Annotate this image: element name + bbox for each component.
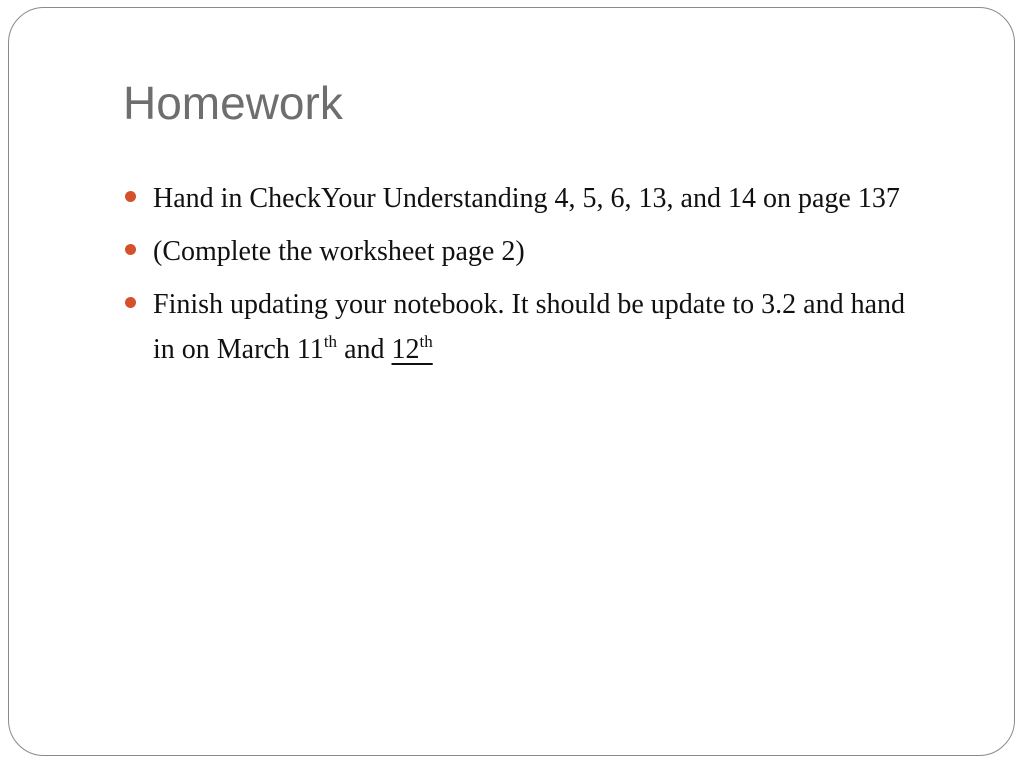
- bullet-dot-icon: [125, 244, 136, 255]
- bullet-dot-icon: [125, 191, 136, 202]
- bullet-item-2: [123, 229, 923, 274]
- bullet-text-connector: and: [337, 334, 392, 365]
- bullet-text: Finish updating your notebook. It should be update to 3.2 and hand in on March 11: [153, 289, 906, 365]
- underlined-date: [392, 334, 433, 365]
- superscript-th: th: [323, 332, 338, 351]
- date-number: 12: [391, 334, 420, 365]
- bullet-item-1: [123, 176, 923, 221]
- bullet-list: [123, 176, 923, 380]
- bullet-dot-icon: [125, 297, 136, 308]
- slide-frame: [8, 7, 1015, 756]
- bullet-text: Hand in CheckYour Understanding 4, 5, 6, 13, and 14 on page 137: [153, 183, 900, 214]
- slide-title: Homework: [123, 77, 343, 129]
- bullet-item-3: [123, 282, 923, 372]
- superscript-th: th: [419, 332, 433, 351]
- bullet-text: (Complete the worksheet page 2): [153, 236, 525, 267]
